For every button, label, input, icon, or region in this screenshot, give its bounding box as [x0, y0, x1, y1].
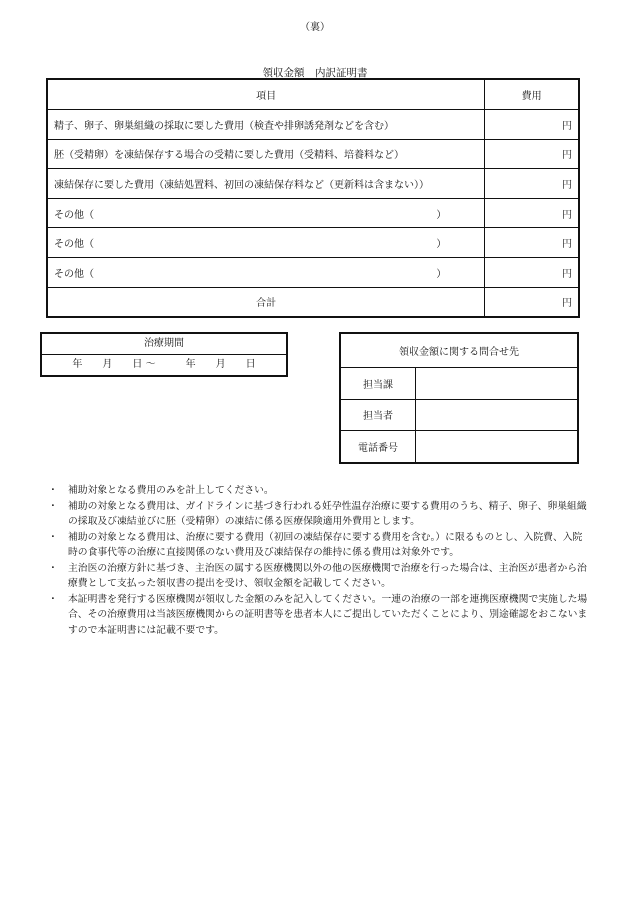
table-header-row: [47, 79, 579, 110]
other-label: その他（: [54, 239, 94, 251]
notes-list: [48, 483, 588, 638]
bullet-icon: ・: [48, 593, 58, 605]
table-row: [47, 110, 579, 140]
cost-field[interactable]: 円: [485, 139, 579, 169]
period-date-field[interactable]: 年 月 日 ～ 年 月 日: [72, 359, 256, 370]
note-text: 補助の対象となる費用は、治療に要する費用（初回の凍結保存に要する費用を含む。）に限るものとし、入院費、入院時の食事代等の治療に直接関係のない費用及び凍結保存の維持に係る費用は対象外です。: [68, 531, 583, 558]
cost-field[interactable]: 円: [485, 257, 579, 287]
phone-field[interactable]: [416, 431, 579, 463]
bullet-icon: ・: [48, 531, 58, 543]
person-label: 担当者: [340, 399, 416, 431]
bullet-icon: ・: [48, 562, 58, 574]
row-item-label: 精子、卵子、卵巣組織の採取に要した費用（検査や排卵誘発剤などを含む）: [47, 110, 485, 140]
table-row: [47, 169, 579, 199]
document-title: 領収金額 内訳証明書: [262, 67, 368, 79]
note-text: 補助の対象となる費用は、ガイドラインに基づき行われる妊孕性温存治療に要する費用のうち、精子、卵子、卵巣組織の採取及び凍結並びに胚（受精卵）の凍結に係る医療保険適用外費用とします。: [68, 500, 587, 527]
table-row-other: [47, 198, 579, 228]
list-item: [48, 592, 588, 639]
list-item: [48, 561, 588, 592]
total-label: 合計: [47, 287, 485, 317]
table-row: [340, 399, 578, 431]
note-text: 補助対象となる費用のみを計上してください。: [68, 485, 274, 496]
table-row: [340, 431, 578, 463]
list-item: [48, 530, 588, 561]
row-item-label: 胚（受精卵）を凍結保存する場合の受精に要した費用（受精料、培養料など）: [47, 139, 485, 169]
other-item-field[interactable]: [47, 228, 485, 258]
note-text: 主治医の治療方針に基づき、主治医の属する医療機関以外の他の医療機関で治療を行った場合は、主治医が患者から治療費として支払った領収書の提出を受け、領収金額を記載してください。: [68, 562, 587, 589]
bullet-icon: ・: [48, 485, 58, 496]
phone-label: 電話番号: [340, 431, 416, 463]
row-item-label: 凍結保存に要した費用（凍結処置料、初回の凍結保存料など（更新料は含まない））: [47, 169, 485, 199]
cost-field[interactable]: 円: [485, 169, 579, 199]
other-label: その他（: [54, 268, 94, 280]
table-row-other: [47, 257, 579, 287]
other-close: ）: [436, 209, 447, 221]
inquiry-title: 領収金額に関する問合せ先: [340, 333, 578, 368]
inquiry-table: [339, 332, 579, 464]
person-field[interactable]: [416, 399, 579, 431]
other-item-field[interactable]: [47, 198, 485, 228]
table-row: [340, 368, 578, 400]
other-close: ）: [436, 239, 447, 251]
period-title: 治療期間: [42, 334, 286, 355]
other-close: ）: [436, 268, 447, 280]
table-row-other: [47, 228, 579, 258]
breakdown-table: [46, 78, 580, 318]
header-item: 項目: [47, 79, 485, 110]
cost-field[interactable]: 円: [485, 228, 579, 258]
table-row: [47, 139, 579, 169]
note-text: 本証明書を発行する医療機関が領収した金額のみを記入してください。一連の治療の一部を連携医療機関で実施した場合、その治療費用は当該医療機関からの証明書等を患者本人にご提出していただくことにより、別途確認をおこないますので本証明書には記載不要です。: [68, 593, 588, 636]
department-label: 担当課: [340, 368, 416, 400]
other-item-field[interactable]: [47, 257, 485, 287]
total-cost-field[interactable]: 円: [485, 287, 579, 317]
list-item: [48, 499, 588, 530]
page-side-mark: （裏）: [300, 22, 330, 33]
cost-field[interactable]: 円: [485, 198, 579, 228]
cost-field[interactable]: 円: [485, 110, 579, 140]
header-cost: 費用: [485, 79, 579, 110]
total-row: [47, 287, 579, 317]
bullet-icon: ・: [48, 500, 58, 512]
department-field[interactable]: [416, 368, 579, 400]
list-item: [48, 483, 588, 499]
treatment-period-box: [40, 332, 288, 377]
other-label: その他（: [54, 209, 94, 221]
